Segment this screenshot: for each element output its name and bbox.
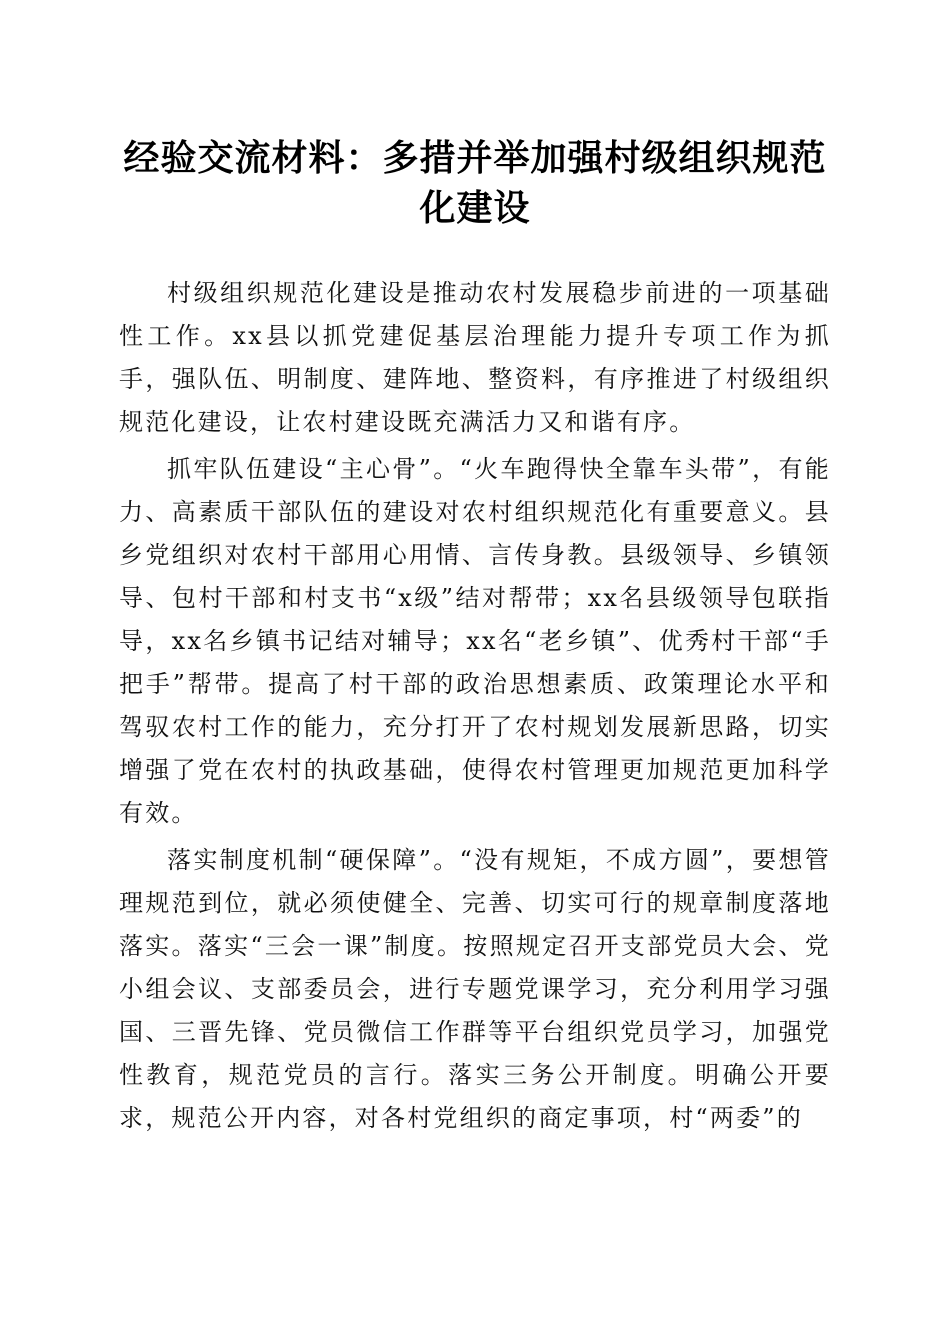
paragraph-team-building: 抓牢队伍建设“主心骨”。“火车跑得快全靠车头带”，有能力、高素质干部队伍的建设对农村组织规范化有重要意义。县乡党组织对农村干部用心用情、言传身教。县级领导、乡镇领导、包村干部和村支书“x级”结对帮带；xx名县级领导包联指导，xx名乡镇书记结对辅导；xx名“老乡镇”、优秀村干部“手把手”帮带。提高了村干部的政治思想素质、政策理论水平和驾驭农村工作的能力，充分打开了农村规划发展新思路，切实增强了党在农村的执政基础，使得农村管理更加规范更加科学有效。: [119, 455, 831, 827]
paragraph-institution: 落实制度机制“硬保障”。“没有规矩，不成方圆”，要想管理规范到位，就必须使健全、完善、切实可行的规章制度落地落实。落实“三会一课”制度。按照规定召开支部党员大会、党小组会议、支部委员会，进行专题党课学习，充分利用学习强国、三晋先锋、党员微信工作群等平台组织党员学习，加强党性教育，规范党员的言行。落实三务公开制度。明确公开要求，规范公开内容，对各村党组织的商定事项，村“两委”的: [119, 846, 831, 1132]
paragraph-intro: 村级组织规范化建设是推动农村发展稳步前进的一项基础性工作。xx县以抓党建促基层治理能力提升专项工作为抓手，强队伍、明制度、建阵地、整资料，有序推进了村级组织规范化建设，让农村建设既充满活力又和谐有序。: [119, 279, 831, 436]
document-body: [119, 272, 831, 1144]
document-title: 经验交流材料：多措并举加强村级组织规范化建设: [123, 137, 827, 229]
